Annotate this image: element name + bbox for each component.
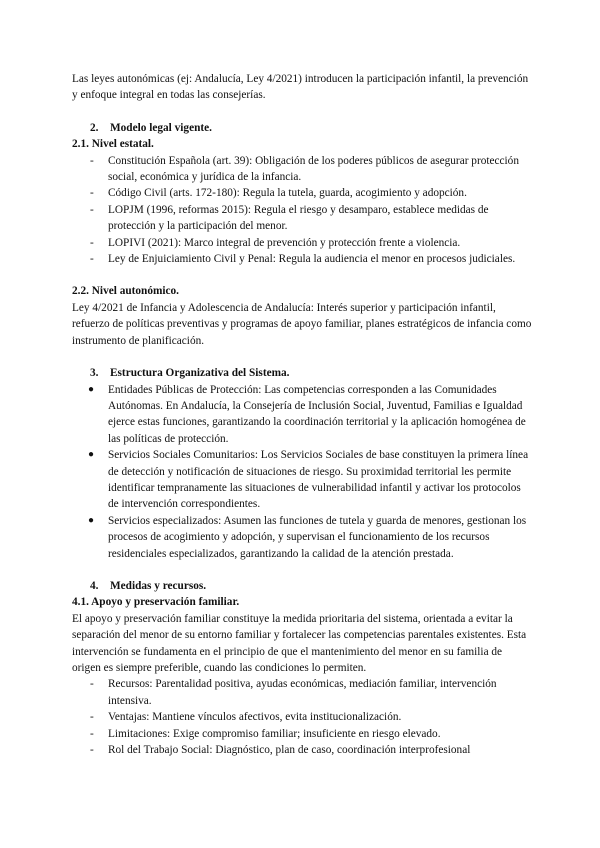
dash-bullet: - xyxy=(90,187,94,200)
dot-bullet: ● xyxy=(88,514,95,526)
list-item: - Ventajas: Mantiene vínculos afectivos, evita institucionalización. xyxy=(72,709,532,725)
section-title: Medidas y recursos. xyxy=(110,579,207,592)
section-number: 2. xyxy=(90,121,99,134)
list-item: - LOPJM (1996, reformas 2015): Regula el riesgo y desamparo, establece medidas de protección y la participación del menor. xyxy=(72,202,532,235)
dash-bullet: - xyxy=(90,253,94,266)
dash-bullet: - xyxy=(90,678,94,691)
list-item: ● Servicios Sociales Comunitarios: Los Servicios Sociales de base constituyen la primera línea de detección y notificación de situaciones de riesgo. Su proximidad territorial les permite identificar tempranamente las situaciones de vulnerabilidad infantil y activar los protocolos de intervención correspondientes. xyxy=(72,447,532,513)
list-3 xyxy=(72,382,532,562)
dot-bullet: ● xyxy=(88,383,95,395)
dash-bullet: - xyxy=(90,727,94,740)
intro-paragraph: Las leyes autonómicas (ej: Andalucía, Ley 4/2021) introducen la participación infantil, la prevención y enfoque integral en todas las consejerías. xyxy=(72,73,529,102)
document-page xyxy=(72,71,532,758)
subsection-2-1-heading: 2.1. Nivel estatal. xyxy=(72,138,154,151)
dash-bullet: - xyxy=(90,744,94,757)
list-item: - Recursos: Parentalidad positiva, ayudas económicas, mediación familiar, intervención intensiva. xyxy=(72,676,532,709)
dash-bullet: - xyxy=(90,711,94,724)
section-3-heading xyxy=(90,365,532,381)
subsection-4-1-paragraph: El apoyo y preservación familiar constituye la medida prioritaria del sistema, orientada a evitar la separación del menor de su entorno familiar y fortalecer las competencias parentales existentes. Esta intervención se fundamenta en el principio de que el mantenimiento del menor en su familia de origen es siempre preferible, cuando las condiciones lo permiten. xyxy=(72,612,527,674)
list-item: ● Servicios especializados: Asumen las funciones de tutela y guarda de menores, gestionan los procesos de acogimiento y adopción, y supervisan el funcionamiento de los recursos residenciales especializados, garantizando la calidad de la atención prestada. xyxy=(72,513,532,562)
section-number: 4. xyxy=(90,579,99,592)
list-item: - Constitución Española (art. 39): Obligación de los poderes públicos de asegurar protección social, económica y jurídica de la infancia. xyxy=(72,153,532,186)
section-title: Estructura Organizativa del Sistema. xyxy=(110,367,290,380)
list-4-1 xyxy=(72,676,532,758)
section-4-heading xyxy=(90,578,532,594)
list-item: ● Entidades Públicas de Protección: Las competencias corresponden a las Comunidades Autónomas. En Andalucía, la Consejería de Inclusión Social, Juventud, Familias e Igualdad ejerce estas funciones, garantizando la coordinación territorial y la aplicación homogénea de las políticas de protección. xyxy=(72,382,532,448)
section-title: Modelo legal vigente. xyxy=(110,121,212,134)
section-2-heading xyxy=(90,120,532,136)
subsection-4-1-heading: 4.1. Apoyo y preservación familiar. xyxy=(72,596,240,609)
dash-bullet: - xyxy=(90,154,94,167)
dot-bullet: ● xyxy=(88,449,95,461)
section-number: 3. xyxy=(90,367,99,380)
subsection-2-2-heading: 2.2. Nivel autonómico. xyxy=(72,285,180,298)
list-2-1 xyxy=(72,153,532,268)
list-item: - Ley de Enjuiciamiento Civil y Penal: Regula la audiencia el menor en procesos judiciales. xyxy=(72,251,532,267)
list-item: - Limitaciones: Exige compromiso familiar; insuficiente en riesgo elevado. xyxy=(72,726,532,742)
list-item: - Código Civil (arts. 172-180): Regula la tutela, guarda, acogimiento y adopción. xyxy=(72,185,532,201)
dash-bullet: - xyxy=(90,236,94,249)
list-item: - Rol del Trabajo Social: Diagnóstico, plan de caso, coordinación interprofesional xyxy=(72,742,532,758)
list-item: - LOPIVI (2021): Marco integral de prevención y protección frente a violencia. xyxy=(72,235,532,251)
dash-bullet: - xyxy=(90,203,94,216)
subsection-2-2-paragraph: Ley 4/2021 de Infancia y Adolescencia de Andalucía: Interés superior y participación infantil, refuerzo de políticas preventivas y programas de apoyo familiar, planes estratégicos de infancia como instrumento de planificación. xyxy=(72,301,532,347)
